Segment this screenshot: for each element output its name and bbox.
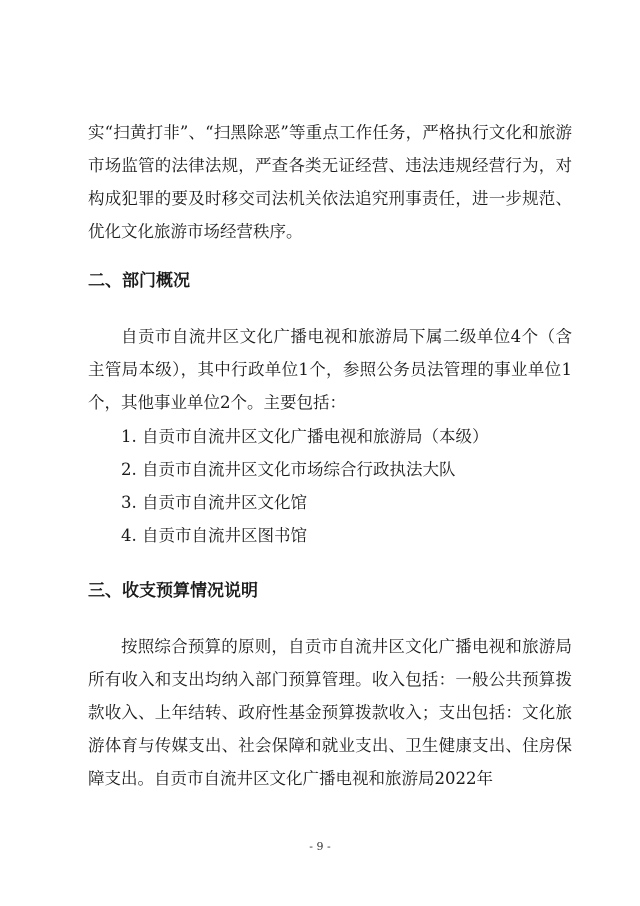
- section-heading-budget-explanation: 三、收支预算情况说明: [88, 581, 258, 601]
- paragraph-budget-explanation: 按照综合预算的原则，自贡市自流井区文化广播电视和旅游局所有收入和支出均纳入部门预算管理。收入包括：一般公共预算拨款收入、上年结转、政府性基金预算拨款收入；支出包括：文化旅游体育与传媒支出、社会保障和就业支出、卫生健康支出、住房保障支出。自贡市自流井区文化广播电视和旅游局2022年: [88, 637, 572, 788]
- list-item: 3. 自贡市自流井区文化馆: [121, 493, 307, 512]
- units-list: [121, 420, 489, 552]
- paragraph-department-overview: 自贡市自流井区文化广播电视和旅游局下属二级单位4个（含主管局本级），其中行政单位1个，参照公务员法管理的事业单位1个，其他事业单位2个。主要包括：: [88, 327, 572, 412]
- list-item: 4. 自贡市自流井区图书馆: [121, 526, 307, 545]
- section-heading-department-overview: 二、部门概况: [88, 271, 190, 291]
- list-item: 2. 自贡市自流井区文化市场综合行政执法大队: [121, 460, 456, 479]
- list-item: 1. 自贡市自流井区文化广播电视和旅游局（本级）: [121, 427, 489, 446]
- page-number: - 9 -: [309, 840, 331, 853]
- paragraph-market-regulation: 实“扫黄打非”、“扫黑除恶”等重点工作任务，严格执行文化和旅游市场监管的法律法规，严查各类无证经营、违法违规经营行为，对构成犯罪的要及时移交司法机关依法追究刑事责任，进一步规范、优化文化旅游市场经营秩序。: [88, 123, 572, 241]
